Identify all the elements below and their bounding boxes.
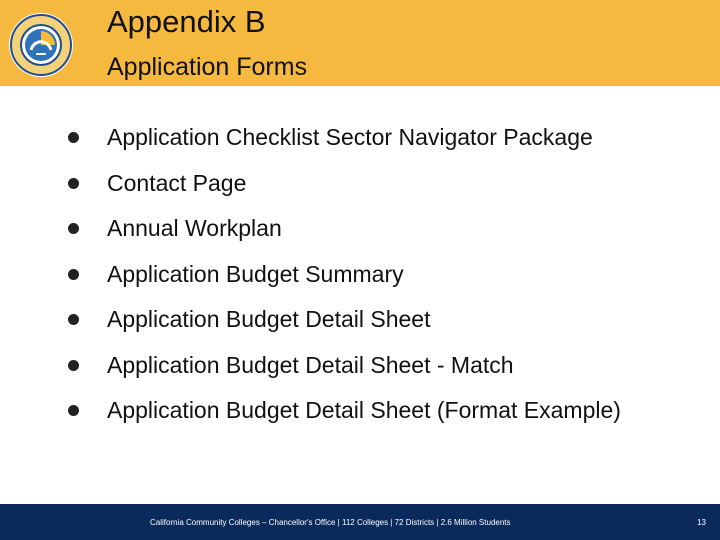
- application-forms-list: [68, 115, 621, 434]
- page-subtitle: Application Forms: [107, 53, 308, 81]
- list-item-label: Application Budget Detail Sheet: [107, 306, 431, 333]
- footer-bar: [0, 504, 720, 540]
- list-item: [68, 161, 621, 207]
- bullet-dot-icon: [68, 132, 79, 143]
- list-item-label: Application Checklist Sector Navigator Package: [107, 124, 593, 151]
- list-item-label: Application Budget Detail Sheet (Format Example): [107, 397, 621, 424]
- list-item: [68, 115, 621, 161]
- list-item-label: Annual Workplan: [107, 215, 282, 242]
- bullet-dot-icon: [68, 178, 79, 189]
- bullet-dot-icon: [68, 314, 79, 325]
- list-item-label: Application Budget Detail Sheet - Match: [107, 351, 514, 378]
- bullet-dot-icon: [68, 405, 79, 416]
- california-community-colleges-seal-icon: [8, 12, 74, 78]
- list-item: [68, 343, 621, 389]
- page-title: Appendix B: [107, 4, 266, 39]
- list-item-label: Contact Page: [107, 169, 247, 196]
- header-band: [0, 0, 720, 86]
- list-item: [68, 206, 621, 252]
- list-item: [68, 297, 621, 343]
- bullet-dot-icon: [68, 223, 79, 234]
- page-number: 13: [697, 518, 706, 527]
- bullet-dot-icon: [68, 269, 79, 280]
- list-item-label: Application Budget Summary: [107, 260, 404, 287]
- footer-text: California Community Colleges – Chancellor's Office | 112 Colleges | 72 Districts | 2.6 Million Students: [150, 518, 511, 527]
- list-item: [68, 388, 621, 434]
- list-item: [68, 252, 621, 298]
- bullet-dot-icon: [68, 360, 79, 371]
